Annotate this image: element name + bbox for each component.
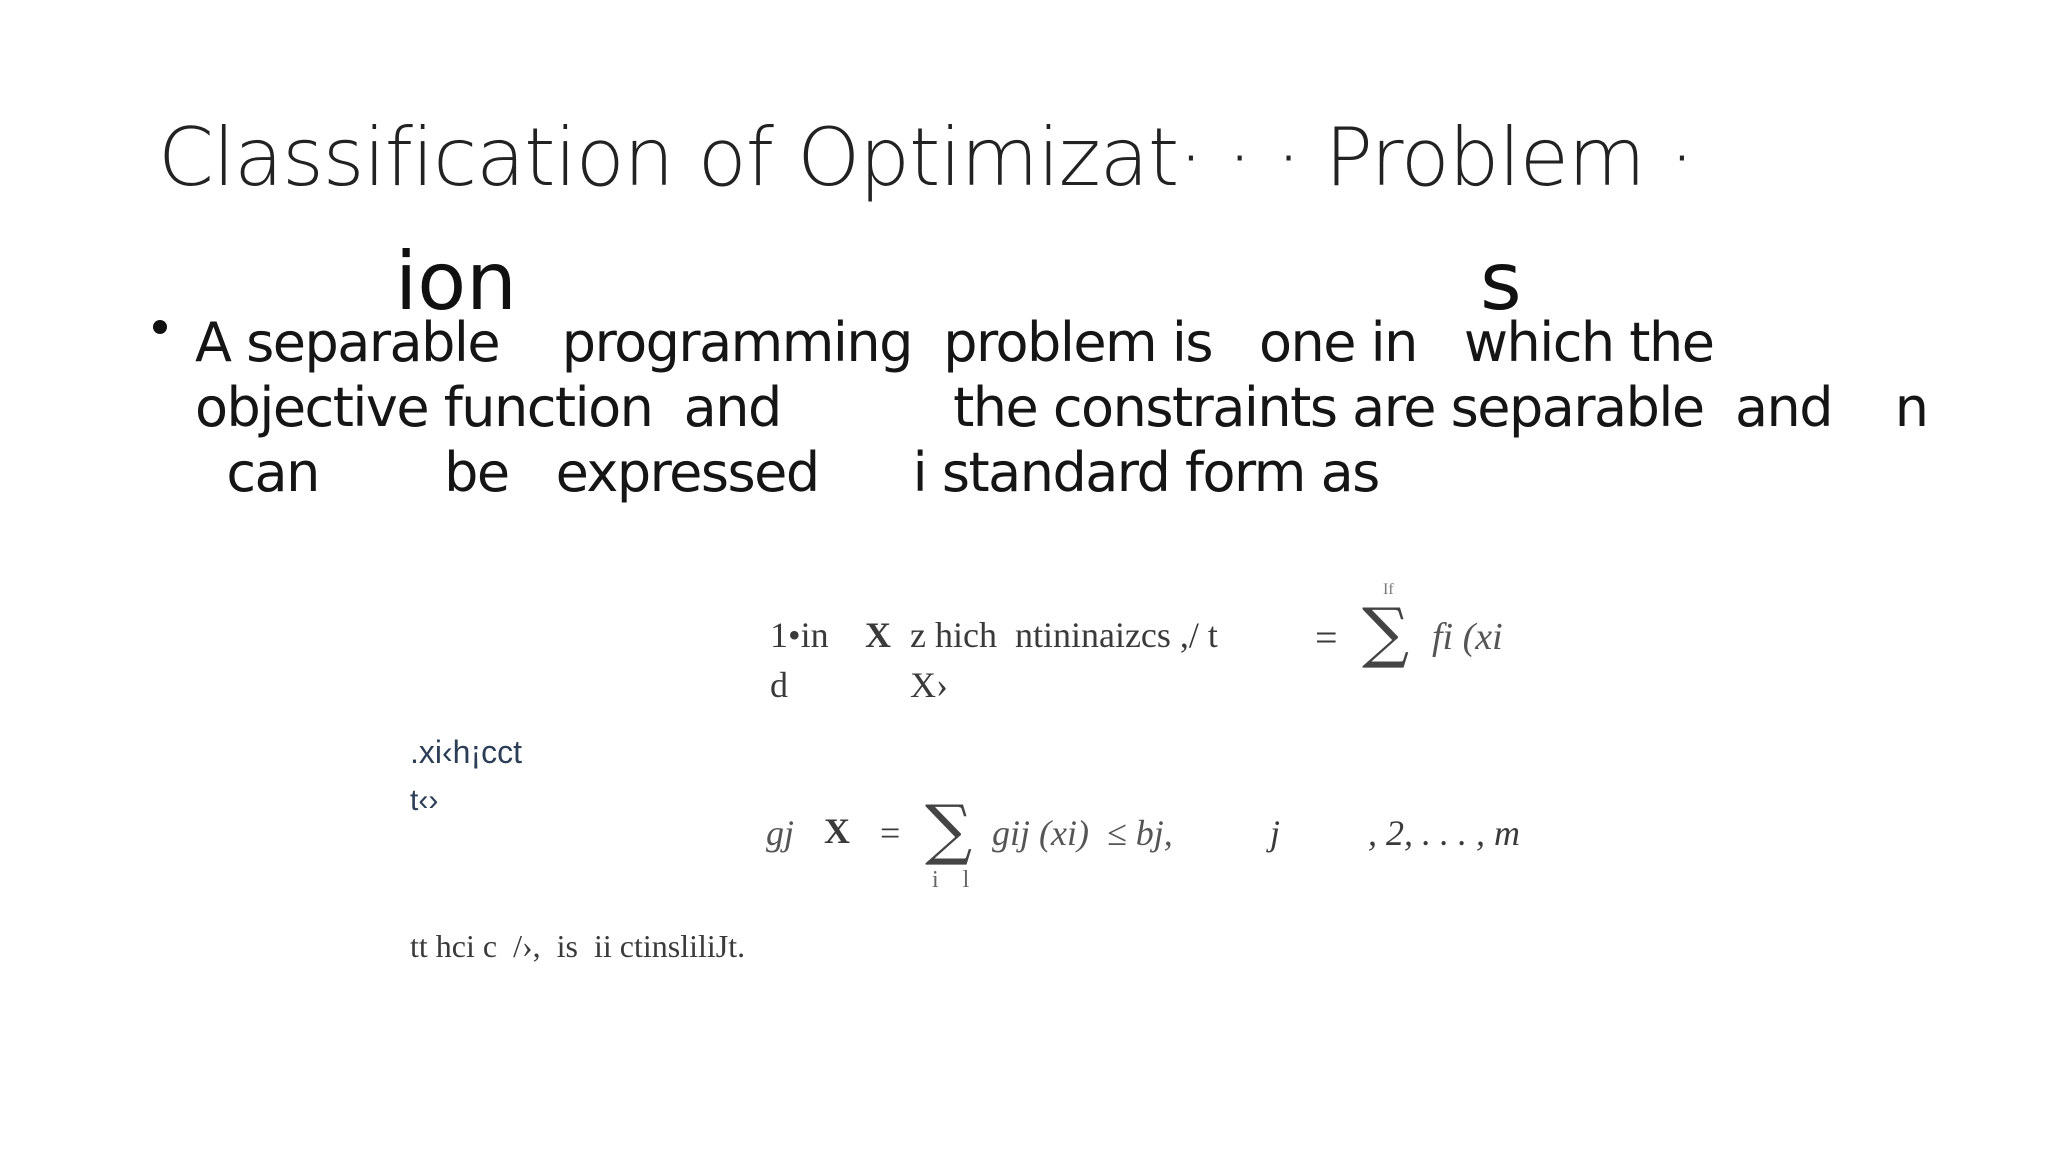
constraint-bold-x: X bbox=[824, 811, 850, 851]
constraint-sigma-icon: ∑ bbox=[925, 791, 973, 868]
slide-title: Classification of Optimizat· · · Problem · bbox=[158, 111, 1694, 204]
objective-second-line-right: X› bbox=[910, 665, 948, 705]
objective-sigma-top: If bbox=[1383, 581, 1394, 598]
objective-text: z hich ntininaizcs ,/ t bbox=[910, 615, 1218, 655]
subject-to-line: t‹› bbox=[410, 784, 439, 817]
slide-title-wrap-fragment: s bbox=[1480, 235, 1522, 328]
slide-title-wrap-fragment: ion bbox=[395, 235, 517, 328]
bullet-text-line: objective function and the constraints are separable and n bbox=[195, 376, 1928, 439]
bullet-dot-icon bbox=[153, 320, 167, 334]
objective-sigma-icon: ∑ bbox=[1362, 594, 1410, 671]
subject-to-line: .xi‹h¡cct bbox=[410, 734, 522, 770]
footer-scanned-text: tt hci c /›, is ii ctinsliliJt. bbox=[410, 928, 746, 964]
constraint-term: gij (xi) ≤ bj, bbox=[992, 813, 1173, 853]
constraint-index-j: j bbox=[1270, 813, 1281, 853]
bullet-text-line: A separable programming problem is one in which the bbox=[195, 311, 1714, 374]
constraint-sigma-bottom: i l bbox=[932, 867, 970, 893]
objective-second-line-left: d bbox=[770, 665, 788, 705]
bullet-text-line: can be expressed i standard form as bbox=[195, 441, 1379, 504]
objective-prefix: 1•in bbox=[770, 615, 829, 655]
objective-equals: = bbox=[1315, 615, 1338, 660]
constraint-equals: = bbox=[880, 813, 901, 853]
constraint-range: , 2, . . . , m bbox=[1368, 813, 1520, 853]
constraint-lhs: gj bbox=[766, 813, 795, 853]
objective-term: fi (xi bbox=[1432, 616, 1503, 658]
objective-bold-x: X bbox=[865, 615, 891, 655]
